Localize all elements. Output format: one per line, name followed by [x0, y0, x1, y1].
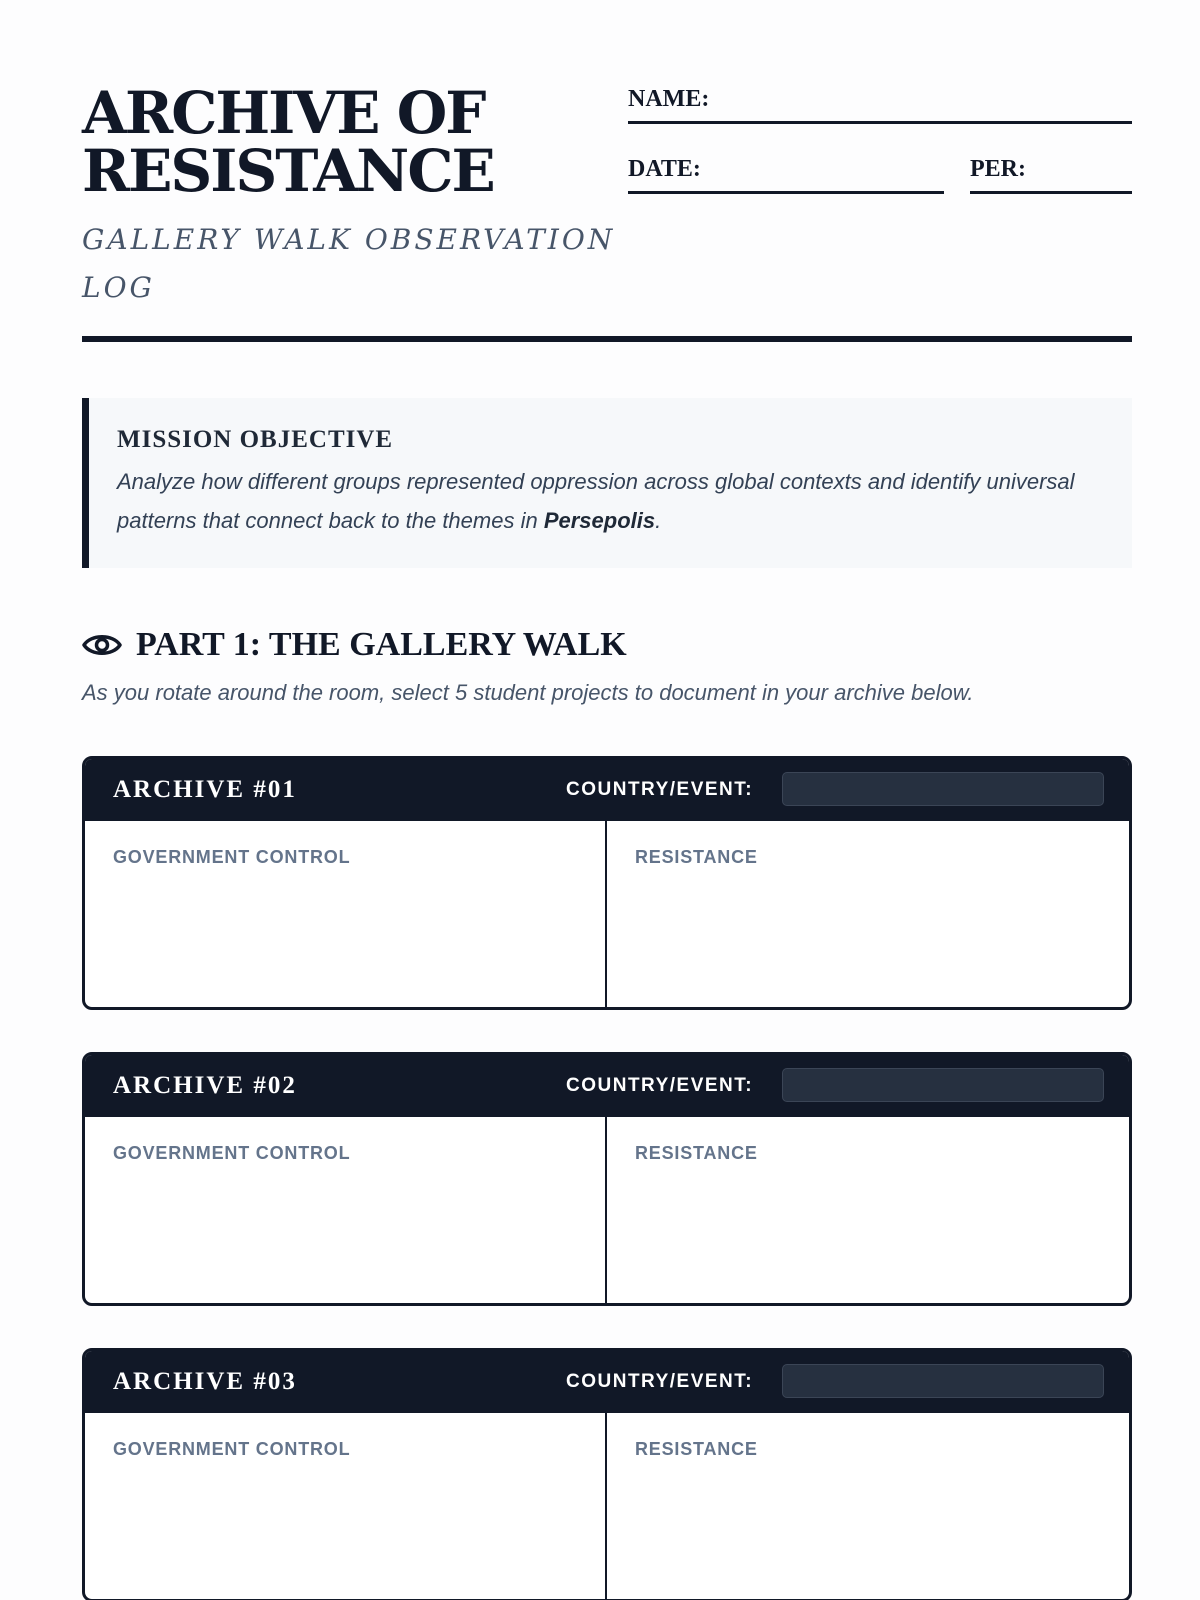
archive-title: ARCHIVE #03 — [113, 1368, 297, 1395]
government-control-label: GOVERNMENT CONTROL — [113, 847, 351, 867]
resistance-label: RESISTANCE — [635, 847, 758, 867]
eye-icon — [82, 630, 122, 660]
archive-card-header — [85, 759, 1129, 821]
archive-card-body — [85, 1413, 1129, 1599]
archive-title: ARCHIVE #02 — [113, 1072, 297, 1099]
government-control-label: GOVERNMENT CONTROL — [113, 1143, 351, 1163]
period-label: PER: — [970, 156, 1026, 182]
title-line-2: RESISTANCE — [82, 137, 494, 205]
resistance-box[interactable] — [607, 821, 1129, 1007]
archive-card-header — [85, 1351, 1129, 1413]
part1-instructions: As you rotate around the room, select 5 student projects to document in your archive below. — [82, 680, 974, 705]
resistance-label: RESISTANCE — [635, 1439, 758, 1459]
government-control-box[interactable] — [85, 821, 607, 1007]
country-event-label: COUNTRY/EVENT: — [566, 779, 754, 800]
title-line-1: ARCHIVE OF — [82, 79, 485, 147]
part1-section — [82, 626, 1132, 706]
name-field[interactable] — [628, 82, 1132, 124]
part1-heading-text: PART 1: THE GALLERY WALK — [136, 626, 627, 663]
part1-heading — [82, 626, 1132, 664]
date-field[interactable] — [628, 152, 944, 194]
government-control-box[interactable] — [85, 1413, 607, 1599]
mission-text-end: . — [655, 508, 662, 533]
mission-book-title: Persepolis — [543, 508, 656, 533]
mission-text-body: Analyze how different groups represented oppression across global contexts and identify universal patterns that connect back to the themes in — [117, 469, 1075, 533]
mission-heading: MISSION OBJECTIVE — [117, 426, 394, 453]
name-label: NAME: — [628, 86, 710, 112]
country-event-input[interactable] — [782, 1068, 1104, 1102]
resistance-box[interactable] — [607, 1413, 1129, 1599]
resistance-box[interactable] — [607, 1117, 1129, 1303]
date-label: DATE: — [628, 156, 701, 182]
country-event-label: COUNTRY/EVENT: — [566, 1075, 754, 1096]
country-event-label: COUNTRY/EVENT: — [566, 1371, 754, 1392]
archive-card-header — [85, 1055, 1129, 1117]
period-field[interactable] — [970, 152, 1132, 194]
archive-card-body — [85, 821, 1129, 1007]
government-control-box[interactable] — [85, 1117, 607, 1303]
mission-text — [117, 462, 1102, 540]
mission-objective-box — [82, 398, 1132, 568]
resistance-label: RESISTANCE — [635, 1143, 758, 1163]
government-control-label: GOVERNMENT CONTROL — [113, 1439, 351, 1459]
archive-card — [82, 756, 1132, 1010]
header-divider — [82, 336, 1132, 342]
country-event-input[interactable] — [782, 772, 1104, 806]
worksheet-header — [82, 79, 1132, 344]
page-subtitle: GALLERY WALK OBSERVATION LOG — [82, 223, 616, 304]
archive-card — [82, 1348, 1132, 1600]
archive-card — [82, 1052, 1132, 1306]
archive-title: ARCHIVE #01 — [113, 776, 297, 803]
archive-card-body — [85, 1117, 1129, 1303]
country-event-input[interactable] — [782, 1364, 1104, 1398]
page-title — [82, 79, 494, 205]
